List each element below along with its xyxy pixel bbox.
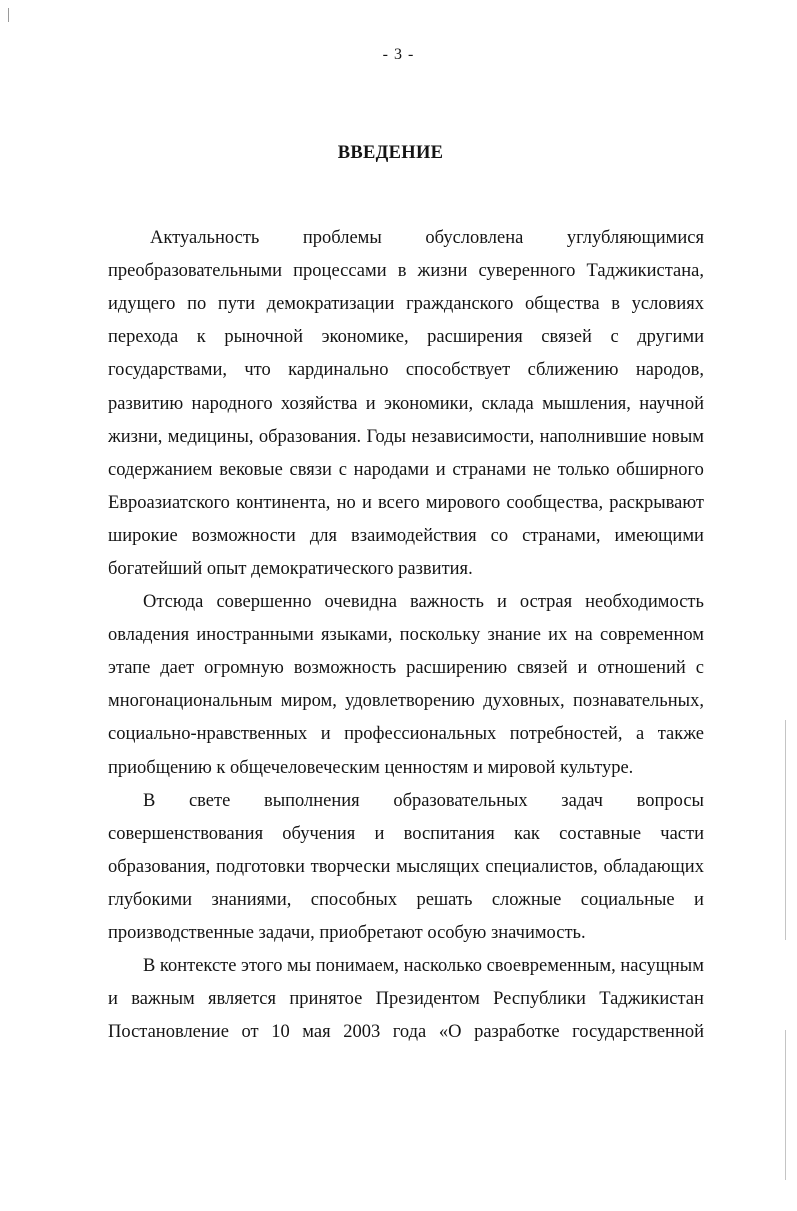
word: познавательных,: [572, 691, 704, 712]
word: континента,: [236, 492, 331, 513]
word: демократизации: [266, 294, 395, 315]
word: возможности: [191, 525, 296, 546]
text-line: [108, 492, 704, 514]
word: их: [548, 625, 568, 646]
word: углубляющимися: [566, 228, 704, 248]
text-line: [108, 690, 704, 712]
word: овладения: [108, 625, 190, 646]
text-line: [143, 790, 704, 812]
word: и: [320, 724, 331, 745]
word: связей: [541, 327, 592, 348]
word: «О: [438, 1022, 462, 1043]
text-line: приобщению к общечеловеческим ценностям и мировой культуре.: [108, 757, 634, 778]
text-line: [108, 988, 704, 1010]
word: содержанием: [108, 459, 213, 480]
word: творчески: [310, 857, 391, 878]
word: хозяйства: [280, 393, 358, 414]
word: рыночной: [224, 327, 304, 348]
text-line: богатейший опыт демократического развития.: [108, 559, 473, 579]
word: глубокими: [108, 890, 193, 911]
word: как: [514, 824, 540, 845]
word: имеющими: [614, 525, 704, 546]
word: языками,: [321, 625, 393, 646]
word: контексте: [159, 956, 237, 976]
word: совершенно: [216, 592, 312, 612]
word: насущным: [620, 956, 704, 976]
word: мыслящих: [396, 857, 480, 878]
word: важным: [131, 989, 195, 1010]
word: медицины,: [167, 426, 254, 447]
word: проблемы: [302, 228, 382, 248]
word: современном: [599, 625, 704, 646]
word: образования,: [108, 857, 211, 878]
word: года: [392, 1022, 427, 1043]
word: необходимость: [585, 592, 704, 612]
word: всего: [378, 492, 420, 513]
word: и: [361, 492, 372, 513]
text-line: [108, 723, 704, 745]
word: этого: [241, 956, 283, 976]
word: Постановление: [108, 1022, 229, 1043]
word: знаниями,: [211, 890, 292, 911]
word: выполнения: [263, 791, 360, 811]
word: В: [143, 791, 156, 811]
word: связи: [289, 459, 332, 480]
word: решать: [416, 890, 473, 911]
word: для: [309, 525, 337, 546]
word: дает: [160, 658, 195, 679]
word: острая: [519, 592, 573, 612]
page-number: - 3 -: [382, 46, 415, 63]
word: воспитания: [403, 824, 495, 845]
word: странами: [452, 459, 527, 480]
word: суверенного: [478, 261, 576, 282]
text-line: [108, 260, 704, 282]
word: странами,: [522, 525, 601, 546]
word: В: [143, 956, 156, 976]
word: пути: [217, 294, 256, 315]
text-line: [108, 823, 704, 845]
word: государствами,: [108, 360, 227, 381]
word: части: [660, 824, 704, 845]
text-line: производственные задачи, приобретают особую значимость.: [108, 923, 586, 944]
word: расширения: [427, 327, 523, 348]
word: Таджикистана,: [586, 261, 704, 282]
word: этапе: [108, 658, 151, 679]
word: по: [187, 294, 207, 315]
word: сложные: [491, 890, 562, 911]
word: что: [244, 360, 271, 381]
word: склада: [481, 393, 534, 414]
word: обладающих: [603, 857, 704, 878]
text-line: [108, 426, 704, 448]
word: мышления,: [542, 393, 631, 414]
word: огромную: [204, 658, 284, 679]
word: принятое: [289, 989, 363, 1010]
word: и: [694, 890, 704, 911]
word: народами: [353, 459, 429, 480]
word: составные: [559, 824, 642, 845]
word: и: [435, 459, 446, 480]
word: взаимодействия: [351, 525, 477, 546]
word: народов,: [635, 360, 704, 381]
word: в: [397, 261, 407, 282]
word: процессами: [293, 261, 387, 282]
word: связей: [516, 658, 568, 679]
word: к: [196, 327, 206, 348]
word: но: [336, 492, 356, 513]
word: важность: [410, 592, 484, 612]
word: является: [208, 989, 277, 1010]
word: своевременным,: [486, 956, 616, 976]
word: способствует: [405, 360, 511, 381]
word: также: [657, 724, 704, 745]
word: и: [365, 393, 376, 414]
word: в: [611, 294, 620, 315]
word: гражданского: [406, 294, 514, 315]
text-line: [108, 293, 704, 315]
text-line: [108, 525, 704, 547]
text-line: [108, 624, 704, 646]
word: от: [241, 1022, 259, 1043]
word: социально-нравственных: [108, 724, 308, 745]
scan-artifact: [785, 720, 786, 940]
word: экономики,: [383, 393, 474, 414]
word: многонациональным: [108, 691, 273, 712]
word: потребностей,: [509, 724, 623, 745]
word: отношений: [597, 658, 686, 679]
word: поскольку: [399, 625, 481, 646]
text-line: [108, 657, 704, 679]
word: и: [577, 658, 588, 679]
text-line: [108, 359, 704, 381]
text-line: [108, 459, 704, 481]
word: широкие: [108, 525, 178, 546]
word: раскрывают: [609, 492, 704, 513]
word: только: [557, 459, 610, 480]
word: экономике,: [321, 327, 409, 348]
word: вековые: [219, 459, 283, 480]
word: идущего: [108, 294, 176, 315]
text-line: [108, 889, 704, 911]
word: образования.: [258, 426, 362, 447]
text-line: [108, 326, 704, 348]
word: Годы: [366, 426, 407, 447]
word: народного: [191, 393, 273, 414]
word: способных: [310, 890, 398, 911]
word: новым: [651, 426, 704, 447]
word: специалистов,: [485, 857, 598, 878]
word: кардинально: [288, 360, 389, 381]
word: свете: [188, 791, 231, 811]
word: понимаем,: [315, 956, 400, 976]
word: с: [695, 658, 704, 679]
word: жизни: [417, 261, 468, 282]
word: 10: [271, 1022, 290, 1043]
word: удовлетворению: [345, 691, 475, 712]
word: и: [108, 989, 118, 1010]
word: а: [636, 724, 645, 745]
word: наполнившие: [539, 426, 647, 447]
word: совершенствования: [108, 824, 264, 845]
word: Отсюда: [143, 592, 204, 612]
word: мирового: [425, 492, 501, 513]
word: сближению: [527, 360, 619, 381]
word: Евроазиатского: [108, 492, 230, 513]
word: перехода: [108, 327, 179, 348]
word: духовных,: [483, 691, 565, 712]
word: условиях: [631, 294, 704, 315]
word: вопросы: [636, 791, 704, 811]
word: обширного: [616, 459, 704, 480]
word: обучения: [282, 824, 356, 845]
word: государственной: [572, 1022, 704, 1043]
word: развитию: [108, 393, 184, 414]
word: Актуальность: [150, 228, 260, 248]
word: и: [374, 824, 385, 845]
word: профессиональных: [344, 724, 497, 745]
word: миром,: [280, 691, 337, 712]
word: преобразовательными: [108, 261, 283, 282]
scan-artifact: [785, 1030, 786, 1180]
word: 2003: [343, 1022, 381, 1043]
word: возможность: [293, 658, 397, 679]
word: сообщества,: [506, 492, 604, 513]
text-line: [143, 955, 704, 977]
word: другими: [637, 327, 704, 348]
word: не: [532, 459, 551, 480]
word: социальные: [580, 890, 675, 911]
word: очевидна: [324, 592, 397, 612]
word: подготовки: [215, 857, 305, 878]
word: жизни,: [108, 426, 163, 447]
text-line: [143, 591, 704, 613]
word: и: [496, 592, 507, 612]
word: разработке: [474, 1022, 560, 1043]
word: Таджикистан: [599, 989, 704, 1010]
word: на: [574, 625, 593, 646]
word: с: [610, 327, 619, 348]
text-line: [108, 393, 704, 415]
word: общества: [525, 294, 600, 315]
word: мая: [302, 1022, 331, 1043]
word: научной: [639, 393, 704, 414]
word: образовательных: [393, 791, 528, 811]
word: расширению: [406, 658, 508, 679]
word: Республики: [493, 989, 586, 1010]
word: мы: [287, 956, 312, 976]
word: иностранными: [196, 625, 314, 646]
text-line: [108, 1021, 704, 1043]
section-heading: ВВЕДЕНИЕ: [337, 143, 444, 163]
word: со: [490, 525, 509, 546]
text-line: [150, 227, 704, 249]
word: насколько: [403, 956, 482, 976]
word: независимости,: [411, 426, 535, 447]
scan-artifact: [8, 8, 9, 22]
word: обусловлена: [425, 228, 524, 248]
word: задач: [561, 791, 603, 811]
word: с: [338, 459, 347, 480]
word: знание: [487, 625, 541, 646]
text-line: [108, 856, 704, 878]
word: Президентом: [375, 989, 480, 1010]
